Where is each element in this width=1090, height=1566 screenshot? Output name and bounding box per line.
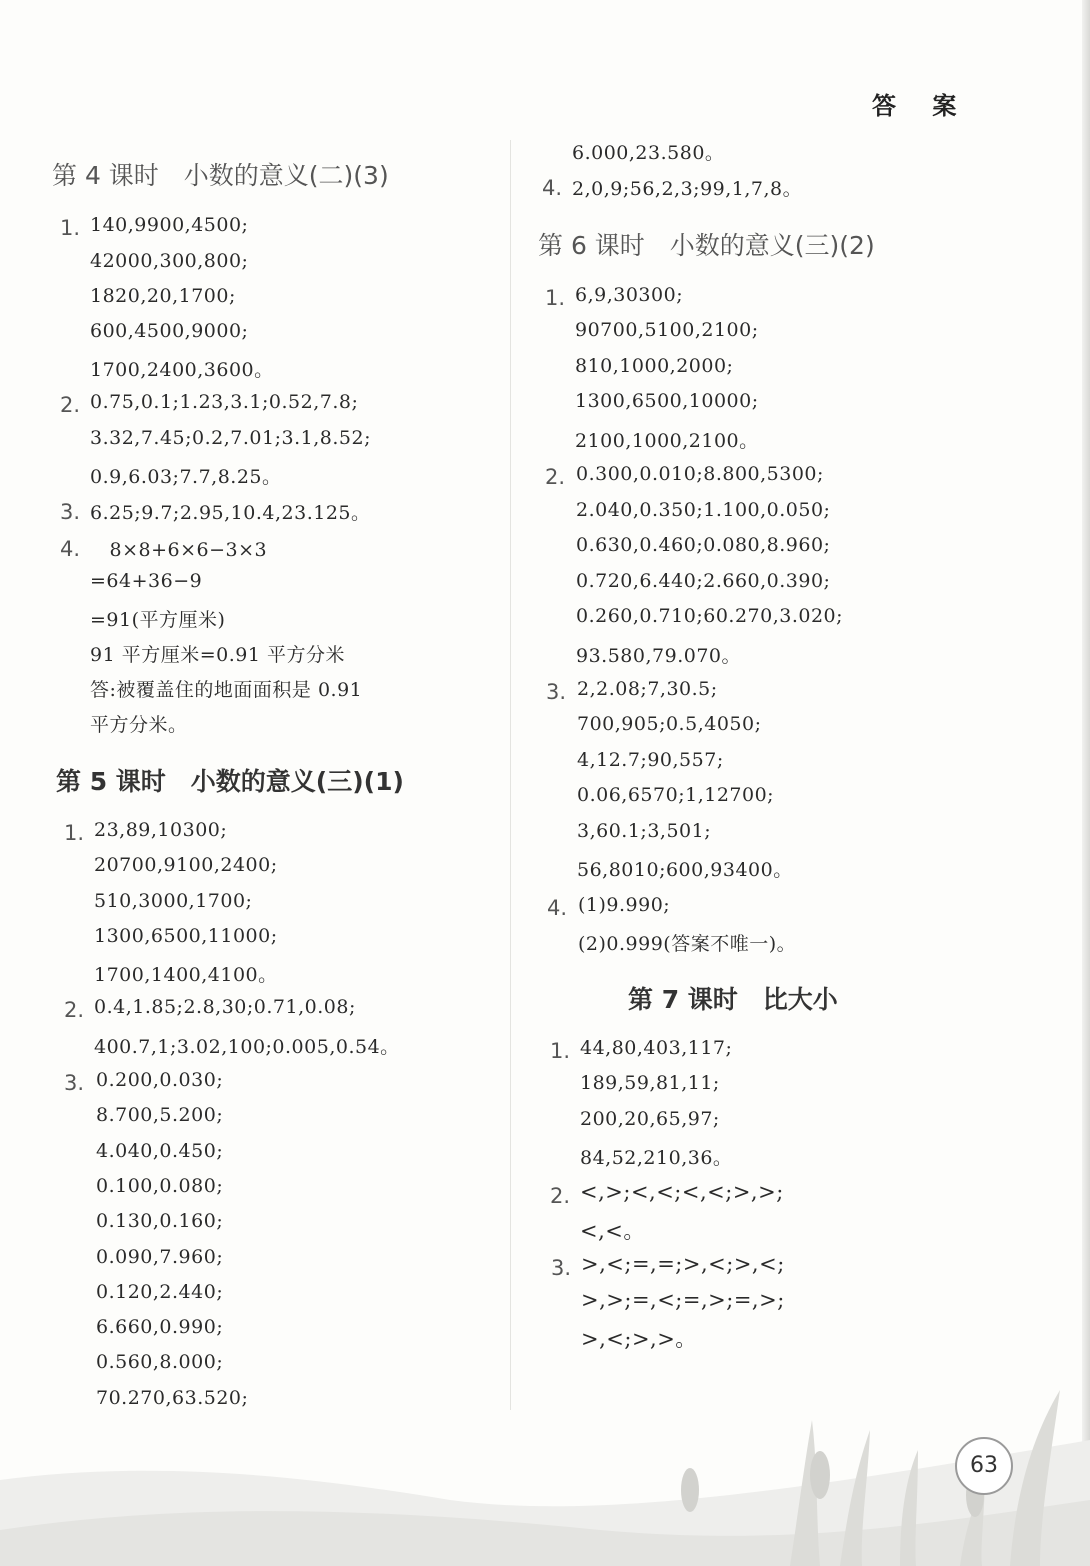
answer-line: 0.300,0.010;8.800,5300; xyxy=(576,463,824,485)
answer-line: 810,1000,2000; xyxy=(575,355,734,377)
answer-line: 84,52,210,36。 xyxy=(580,1147,733,1169)
answer-line: 0.06,6570;1,12700; xyxy=(577,784,775,806)
section-title-lesson-7: 第 7 课时 比大小 xyxy=(628,985,838,1014)
answer-line-continuation: 6.000,23.580。 xyxy=(572,142,725,164)
answer-line: 140,9900,4500; xyxy=(90,214,249,236)
answer-line: <,<。 xyxy=(580,1219,645,1243)
answer-line: 2.040,0.350;1.100,0.050; xyxy=(576,499,831,521)
answer-line: 56,8010;600,93400。 xyxy=(577,859,793,881)
answer-line: 1820,20,1700; xyxy=(90,285,236,307)
answer-line: 平方分米。 xyxy=(90,714,188,736)
answer-line: 答:被覆盖住的地面面积是 0.91 xyxy=(90,679,363,701)
answer-line: >,<;>,>。 xyxy=(581,1327,697,1351)
item-number: 3. xyxy=(60,500,81,524)
answer-line: 2100,1000,2100。 xyxy=(575,430,759,452)
answer-line: 0.260,0.710;60.270,3.020; xyxy=(576,605,844,627)
item-number: 1. xyxy=(545,286,566,310)
section-title-lesson-5: 第 5 课时 小数的意义(三)(1) xyxy=(56,767,404,796)
answer-line: 0.75,0.1;1.23,3.1;0.52,7.8; xyxy=(90,391,359,413)
item-number: 4. xyxy=(542,176,563,200)
answer-line: 1300,6500,11000; xyxy=(94,925,278,947)
answer-line: =91(平方厘米) xyxy=(90,609,226,631)
item-number: 3. xyxy=(546,680,567,704)
answer-line: 0.4,1.85;2.8,30;0.71,0.08; xyxy=(94,996,356,1018)
answer-line: 200,20,65,97; xyxy=(580,1108,720,1130)
item-number: 4. xyxy=(60,537,81,561)
answer-line: 0.200,0.030; xyxy=(96,1069,224,1091)
item-number: 3. xyxy=(551,1256,572,1280)
answer-line: 1700,1400,4100。 xyxy=(94,964,278,986)
answer-line: 1300,6500,10000; xyxy=(575,390,759,412)
landscape-decoration xyxy=(0,1380,1090,1566)
answer-line: 23,89,10300; xyxy=(94,819,228,841)
answer-line: 2,0,9;56,2,3;99,1,7,8。 xyxy=(572,178,803,200)
answer-line: 1700,2400,3600。 xyxy=(90,359,274,381)
answer-line: 0.560,8.000; xyxy=(96,1351,224,1373)
answer-line: 6,9,30300; xyxy=(575,284,684,306)
item-number: 1. xyxy=(64,821,85,845)
answer-line: 91 平方厘米=0.91 平方分米 xyxy=(90,644,345,666)
answer-line: 0.9,6.03;7.7,8.25。 xyxy=(90,466,282,488)
item-number: 3. xyxy=(64,1071,85,1095)
answer-line: 0.090,7.960; xyxy=(96,1246,224,1268)
answer-line: 93.580,79.070。 xyxy=(576,645,742,667)
answer-line: 8×8+6×6−3×3 xyxy=(90,539,268,561)
answer-line: 90700,5100,2100; xyxy=(575,319,759,341)
answer-line: (1)9.990; xyxy=(578,894,671,916)
item-number: 2. xyxy=(64,998,85,1022)
section-title-lesson-4: 第 4 课时 小数的意义(二)(3) xyxy=(52,161,389,190)
answer-line: >,<;=,=;>,<;>,<; xyxy=(581,1252,785,1276)
answer-line: 700,905;0.5,4050; xyxy=(577,713,762,735)
answer-line: 600,4500,9000; xyxy=(90,320,249,342)
answer-line: 0.120,2.440; xyxy=(96,1281,224,1303)
section-title-lesson-6: 第 6 课时 小数的意义(三)(2) xyxy=(538,231,875,260)
answer-line: 510,3000,1700; xyxy=(94,890,253,912)
page-edge xyxy=(1082,0,1090,1566)
answer-line: 0.630,0.460;0.080,8.960; xyxy=(576,534,831,556)
item-number: 1. xyxy=(60,216,81,240)
answer-line: >,>;=,<;=,>;=,>; xyxy=(581,1288,785,1312)
answer-line: 6.660,0.990; xyxy=(96,1316,224,1338)
answer-line: 70.270,63.520; xyxy=(96,1387,249,1409)
answer-line: 0.130,0.160; xyxy=(96,1210,224,1232)
answer-line: 400.7,1;3.02,100;0.005,0.54。 xyxy=(94,1036,400,1058)
answer-line: <,>;<,<;<,<;>,>; xyxy=(580,1180,784,1204)
answer-line: 189,59,81,11; xyxy=(580,1072,720,1094)
answer-line: 20700,9100,2400; xyxy=(94,854,278,876)
item-number: 2. xyxy=(545,465,566,489)
answer-line: (2)0.999(答案不唯一)。 xyxy=(578,933,797,955)
item-number: 1. xyxy=(550,1039,571,1063)
answer-line: 44,80,403,117; xyxy=(580,1037,733,1059)
answer-line: 4,12.7;90,557; xyxy=(577,749,724,771)
answer-line: =64+36−9 xyxy=(90,570,203,592)
answer-line: 4.040,0.450; xyxy=(96,1140,224,1162)
item-number: 2. xyxy=(60,393,81,417)
answer-line: 0.720,6.440;2.660,0.390; xyxy=(576,570,831,592)
item-number: 4. xyxy=(547,896,568,920)
answer-line: 42000,300,800; xyxy=(90,250,249,272)
page-number-badge: 63 xyxy=(955,1437,1013,1495)
answer-line: 6.25;9.7;2.95,10.4,23.125。 xyxy=(90,502,371,524)
answer-line: 3,60.1;3,501; xyxy=(577,820,712,842)
item-number: 2. xyxy=(550,1184,571,1208)
answer-line: 0.100,0.080; xyxy=(96,1175,224,1197)
answer-line: 3.32,7.45;0.2,7.01;3.1,8.52; xyxy=(90,427,371,449)
column-divider xyxy=(510,140,511,1410)
answer-line: 8.700,5.200; xyxy=(96,1104,224,1126)
answer-line: 2,2.08;7,30.5; xyxy=(577,678,718,700)
header-answer-label: 答 案 xyxy=(872,92,971,120)
